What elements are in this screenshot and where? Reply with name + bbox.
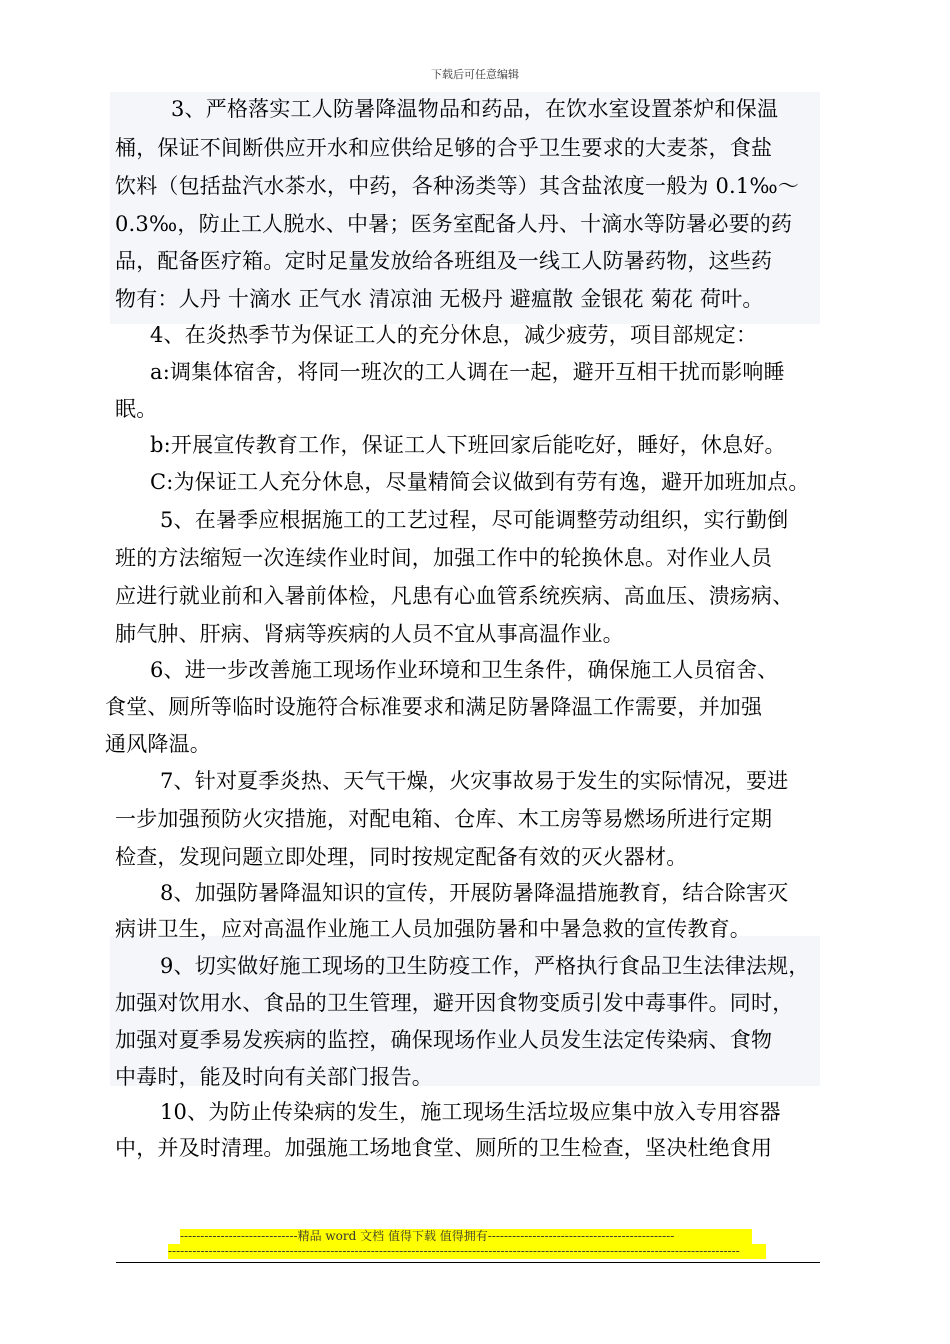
paragraph-5-line-2: 班的方法缩短一次连续作业时间，加强工作中的轮换休息。对作业人员 [115,546,773,570]
paragraph-9-line-2: 加强对饮用水、食品的卫生管理，避开因食物变质引发中毒事件。同时， [115,991,794,1015]
paragraph-3-line-1: 3、严格落实工人防暑降温物品和药品，在饮水室设置茶炉和保温 [171,97,779,121]
paragraph-7-line-2: 一步加强预防火灾措施，对配电箱、仓库、木工房等易燃场所进行定期 [115,807,773,831]
paragraph-8-line-1: 8、加强防暑降温知识的宣传，开展防暑降温措施教育，结合除害灭 [160,881,789,905]
item-b-line-1: b:开展宣传教育工作，保证工人下班回家后能吃好，睡好，休息好。 [150,433,786,457]
item-c-line-1: C:为保证工人充分休息，尽量精简会议做到有劳有逸，避开加班加点。 [150,470,810,494]
paragraph-5-line-3: 应进行就业前和入暑前体检，凡患有心血管系统疾病、高血压、溃疡病、 [115,584,794,608]
page-header-note: 下载后可任意编辑 [431,68,519,81]
paragraph-10-line-1: 10、为防止传染病的发生，施工现场生活垃圾应集中放入专用容器 [160,1100,781,1124]
footer-banner-line-2: --------------------------------------------------------------------------------------------------------------------------------------------- [168,1244,766,1259]
paragraph-3-line-2: 桶，保证不间断供应开水和应供给足够的合乎卫生要求的大麦茶，食盐 [115,136,773,160]
footer-rule [116,1262,820,1263]
paragraph-3-line-5: 品，配备医疗箱。定时足量发放给各班组及一线工人防暑药物，这些药 [115,249,773,273]
paragraph-4-line-1: 4、在炎热季节为保证工人的充分休息，减少疲劳，项目部规定： [150,323,758,347]
paragraph-8-line-2: 病讲卫生，应对高温作业施工人员加强防暑和中暑急救的宣传教育。 [115,917,751,941]
paragraph-9-line-3: 加强对夏季易发疾病的监控，确保现场作业人员发生法定传染病、食物 [115,1028,773,1052]
paragraph-7-line-1: 7、针对夏季炎热、天气干燥，火灾事故易于发生的实际情况，要进 [160,769,789,793]
paragraph-9-line-4: 中毒时，能及时向有关部门报告。 [115,1065,433,1089]
paragraph-5-line-1: 5、在暑季应根据施工的工艺过程，尽可能调整劳动组织，实行勤倒 [160,508,789,532]
paragraph-10-line-2: 中，并及时清理。加强施工场地食堂、厕所的卫生检查，坚决杜绝食用 [115,1136,773,1160]
item-a-line-2: 眠。 [115,397,158,421]
paragraph-3-line-3: 饮料（包括盐汽水茶水，中药，各种汤类等）其含盐浓度一般为 0.1‰～ [115,174,800,198]
paragraph-7-line-3: 检查，发现问题立即处理，同时按规定配备有效的灭火器材。 [115,845,688,869]
footer-banner-line-1: -----------------------------精品 word 文档 值得下载 值得拥有---------------------------------------------- [180,1229,752,1244]
item-a-line-1: a:调集体宿舍，将同一班次的工人调在一起，避开互相干扰而影响睡 [150,360,785,384]
paragraph-9-line-1: 9、切实做好施工现场的卫生防疫工作，严格执行食品卫生法律法规， [160,954,810,978]
paragraph-3-line-4: 0.3‰，防止工人脱水、中暑；医务室配备人丹、十滴水等防暑必要的药 [115,212,793,236]
paragraph-5-line-4: 肺气肿、肝病、肾病等疾病的人员不宜从事高温作业。 [115,622,624,646]
paragraph-6-line-3: 通风降温。 [105,732,211,756]
paragraph-6-line-1: 6、进一步改善施工现场作业环境和卫生条件，确保施工人员宿舍、 [150,658,779,682]
paragraph-6-line-2: 食堂、厕所等临时设施符合标准要求和满足防暑降温工作需要，并加强 [105,695,763,719]
paragraph-3-line-6: 物有：人丹 十滴水 正气水 清凉油 无极丹 避瘟散 金银花 菊花 荷叶。 [115,287,764,311]
